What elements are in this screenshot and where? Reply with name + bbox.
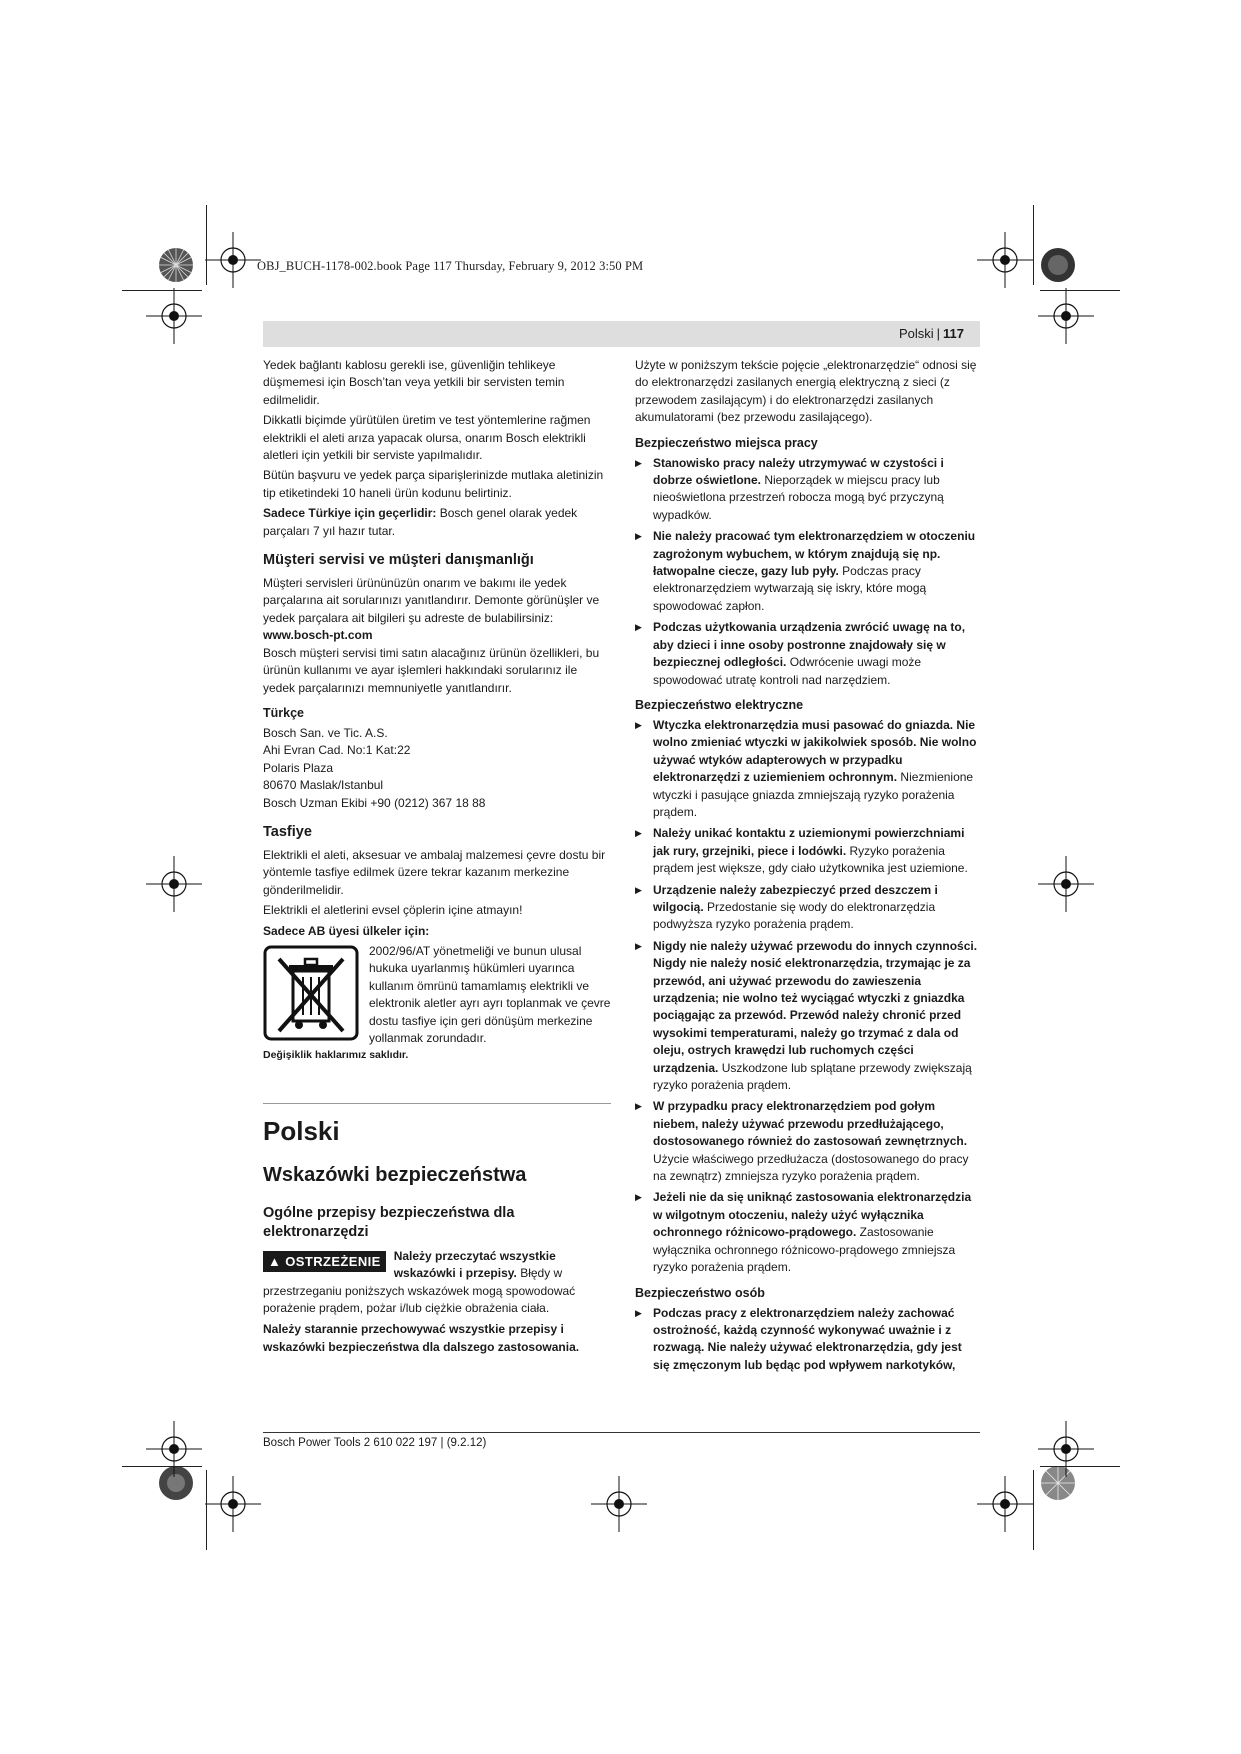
registration-mark-icon [1038, 856, 1094, 912]
weee-block [263, 943, 611, 1047]
keep-instructions-text: Należy starannie przechowywać wszystkie przepisy i wskazówki bezpieczeństwa dla dalszego zastosowania. [263, 1322, 580, 1354]
header-section: Polski [898, 326, 934, 341]
bullet-bold: Urządzenie należy zabezpieczyć przed deszczem i wilgocią. [653, 882, 938, 914]
address-line: Bosch San. ve Tic. A.S. [263, 725, 388, 740]
page-header [899, 326, 964, 341]
rights-note: Değişiklik haklarımız saklıdır. [263, 1049, 409, 1062]
address-line: Bosch Uzman Ekibi +90 (0212) 367 18 88 [263, 795, 486, 810]
registration-mark-icon [146, 856, 202, 912]
color-rosette-icon [158, 247, 194, 283]
registration-mark-icon [146, 1421, 202, 1477]
weee-text: 2002/96/AT yönetmeliği ve bunun ulusal hukuka uyarlanmış hükümleri uyarınca kullanım ömrünü tamamlamış elektrikli ve elektronik aletler ayrı ayrı toplanmak ve çevre dostu tasfiye için geri dönüşüm merkezine yollanmak zorundadır. [369, 943, 611, 1045]
heading-work-area: Bezpieczeństwo miejsca pracy [635, 435, 818, 450]
bullet-text: Ryzyko porażenia prądem jest większe, gdy ciało użytkownika jest uziemione. [653, 843, 968, 876]
paragraph: Użyte w poniższym tekście pojęcie „elektronarzędzie“ odnosi się do elektronarzędzi zasilanych energią elektryczną z sieci (z przewodem zasilającym) i do elektronarzędzi zasilanych akumulatorami (bez przewodu zasilającego). [635, 358, 977, 425]
bullet-bold: Stanowisko pracy należy utrzymywać w czystości i dobrze oświetlone. [653, 455, 944, 488]
header-separator: | [936, 326, 941, 341]
bullet-text: Odwrócenie uwagi może spowodować utratę kontroli nad narzędziem. [653, 655, 922, 687]
address-line: 80670 Maslak/Istanbul [263, 778, 384, 793]
crop-line [1033, 205, 1034, 285]
bullet-bold: Jeżeli nie da się uniknąć zastosowania elektronarzędzia w wilgotnym otoczeniu, należy użyć wyłącznika ochronnego różnicowo-prądowego. [653, 1190, 972, 1240]
registration-mark-icon [977, 232, 1033, 288]
left-column [263, 357, 611, 1359]
bullet-text: Podczas pracy elektronarzędziem wytwarzają się iskry, które mogą spowodować zapłon. [653, 564, 927, 613]
heading-customer-service: Müşteri servisi ve müşteri danışmanlığı [263, 552, 534, 569]
paragraph: Elektrikli el aletlerini evsel çöplerin içine atmayın! [263, 903, 523, 918]
registration-mark-icon [1038, 1421, 1094, 1477]
paragraph: Dikkatli biçimde yürütülen üretim ve test yöntemlerine rağmen elektrikli el aleti arıza yapacak olursa, onarım Bosch elektrikli aletleri için yetkili bir serviste yapılmalıdır. [263, 413, 591, 463]
crop-line [206, 205, 207, 285]
bullet-text: Niezmienione wtyczki i pasujące gniazda zmniejszają ryzyko porażenia prądem. [653, 770, 974, 819]
heading-tasfiye: Tasfiye [263, 823, 312, 840]
language-title: Polski [263, 1115, 340, 1146]
list-item [635, 938, 980, 1095]
bullet-text: Zastosowanie wyłącznika ochronnego różnicowo-prądowego zmniejsza ryzyko porażenia prądem. [653, 1225, 956, 1275]
warning-triangle-icon: ▲ [268, 1253, 282, 1269]
paragraph-text: Bosch genel olarak yedek parçaları 7 yıl hazır tutar. [263, 506, 578, 538]
warning-badge [263, 1251, 386, 1272]
section-title: Wskazówki bezpieczeństwa [263, 1163, 527, 1186]
warning-text: Błędy w przestrzeganiu poniższych wskazówek mogą spowodować porażenie prądem, pożar i/lub ciężkie obrażenia ciała. [263, 1266, 576, 1316]
list-item [635, 825, 980, 877]
list-item [635, 1189, 980, 1276]
website-link[interactable]: www.bosch-pt.com [263, 628, 373, 643]
registration-mark-icon [977, 1476, 1033, 1532]
general-rules-title: Ogólne przepisy bezpieczeństwa dla elektronarzędzi [263, 1204, 515, 1240]
paragraph: Elektrikli el aleti, aksesuar ve ambalaj malzemesi çevre dostu bir yöntemle tasfiye edilmek üzere tekrar kazanım merkezine gönderilmelidir. [263, 847, 606, 897]
bullet-text: Użycie właściwego przedłużacza (dostosowanego do pracy na zewnątrz) zmniejsza ryzyko porażenia prądem. [653, 1151, 969, 1184]
book-slug-line: OBJ_BUCH-1178-002.book Page 117 Thursday, February 9, 2012 3:50 PM [257, 259, 644, 273]
bullet-text: Nieporządek w miejscu pracy lub nieoświetlona przestrzeń robocza mogą być przyczyną wypadków. [653, 473, 944, 522]
bullet-bold: Podczas użytkowania urządzenia zwrócić uwagę na to, aby dzieci i inne osoby postronne znajdowały się w bezpiecznej odległości. [653, 620, 966, 670]
bold-lead: Sadece Türkiye için geçerlidir: [263, 506, 437, 521]
crop-line [1040, 290, 1120, 291]
bullet-bold: Podczas pracy z elektronarzędziem należy zachować ostrożność, każdą czynność wykonywać uważnie i z rozwagą. Nie należy używać elektronarzędzia, gdy jest się zmęczonym lub będąc pod wpływem narkotyków, [653, 1305, 962, 1372]
registration-mark-icon [1038, 288, 1094, 344]
list-item [635, 528, 980, 615]
heading-electrical: Bezpieczeństwo elektryczne [635, 697, 804, 712]
page-header-bar [263, 321, 980, 347]
paragraph: Bosch müşteri servisi timi satın alacağınız ürünün özellikleri, bu ürünün kullanımı ve ayar işlemleri hakkındaki sorularınız ile yedek parçalarınızı memnuniyetle yanıtlandırır. [263, 645, 600, 695]
warning-label: OSTRZEŻENIE [285, 1253, 381, 1269]
list-item [635, 1305, 980, 1375]
color-rosette-icon [1040, 247, 1076, 283]
bullet-text: Przedostanie się wody do elektronarzędzia podwyższa ryzyko porażenia prądem. [653, 899, 936, 932]
registration-mark-icon [146, 288, 202, 344]
footer-rule [263, 1432, 980, 1433]
bullet-bold: Wtyczka elektronarzędzia musi pasować do gniazda. Nie wolno zmieniać wtyczki w jakikolwiek sposób. Nie wolno używać wtyków adapterowych w przypadku elektronarzędzi z uziemieniem ochronnym. [653, 717, 977, 785]
paragraph: Müşteri servisleri ürününüzün onarım ve bakımı ile yedek parçalarına ait sorularınızı yanıtlandırır. Demonte görünüşler ve yedek parçalara ait bilgileri şu adreste de bulabilirsiniz: [263, 576, 600, 625]
paragraph [263, 505, 611, 540]
paragraph: Bütün başvuru ve yedek parça siparişlerinizde mutlaka aletinizin tip etiketindeki 10 haneli ürün kodunu belirtiniz. [263, 468, 604, 500]
heading-eu-only: Sadece AB üyesi ülkeler için: [263, 923, 430, 938]
crop-line [122, 290, 202, 291]
heading-turkce: Türkçe [263, 705, 304, 720]
address-line: Polaris Plaza [263, 760, 334, 775]
crop-line [122, 1466, 202, 1467]
address-line: Ahi Evran Cad. No:1 Kat:22 [263, 743, 411, 758]
right-column [635, 357, 980, 1378]
warning-paragraph [263, 1248, 611, 1318]
page-number: 117 [943, 326, 964, 341]
list-item [635, 1098, 980, 1185]
registration-mark-icon [205, 1476, 261, 1532]
crop-line [1040, 1466, 1120, 1467]
page-footer: Bosch Power Tools 2 610 022 197 | (9.2.12) [263, 1437, 487, 1449]
paragraph: Yedek bağlantı kablosu gerekli ise, güvenliğin tehlikeye düşmemesi için Bosch’tan veya yetkili bir servisten temin edilmelidir. [263, 358, 565, 407]
crossed-bin-icon [263, 945, 359, 1041]
warning-bold-text: Należy przeczytać wszystkie wskazówki i przepisy. [393, 1248, 556, 1281]
registration-mark-icon [591, 1476, 647, 1532]
crop-line [206, 1470, 207, 1550]
section-divider [263, 1103, 611, 1104]
bullet-bold: Nigdy nie należy używać przewodu do innych czynności. Nigdy nie należy nosić elektronarzędzia, trzymając je za przewód, ani używać przewodu do zawieszenia urządzenia; nie wolno też wyciągać wtyczki z gniazdka pociągając za przewód. Przewód należy chronić przed wysokimi temperaturami, należy go trzymać z dala od oleju, ostrych krawędzi lub ruchomych części urządzenia. [653, 938, 978, 1075]
list-item [635, 455, 980, 525]
bullet-text: Uszkodzone lub splątane przewody zwiększają ryzyko porażenia prądem. [653, 1060, 972, 1093]
list-item [635, 882, 980, 934]
bullet-bold: W przypadku pracy elektronarzędziem pod gołym niebem, należy używać przewodu przedłużającego, dostosowanego również do zastosowań zewnętrznych. [653, 1099, 968, 1149]
registration-mark-icon [205, 232, 261, 288]
bullet-bold: Należy unikać kontaktu z uziemionymi powierzchniami jak rury, grzejniki, piece i lodówki. [653, 826, 965, 858]
bullet-bold: Nie należy pracować tym elektronarzędziem w otoczeniu zagrożonym wybuchem, w którym znajdują się np. łatwopalne ciecze, gazy lub pyły. [653, 529, 976, 579]
list-item [635, 619, 980, 689]
address-block [263, 725, 611, 812]
list-item [635, 717, 980, 821]
heading-personal: Bezpieczeństwo osób [635, 1285, 765, 1300]
crop-line [1033, 1470, 1034, 1550]
